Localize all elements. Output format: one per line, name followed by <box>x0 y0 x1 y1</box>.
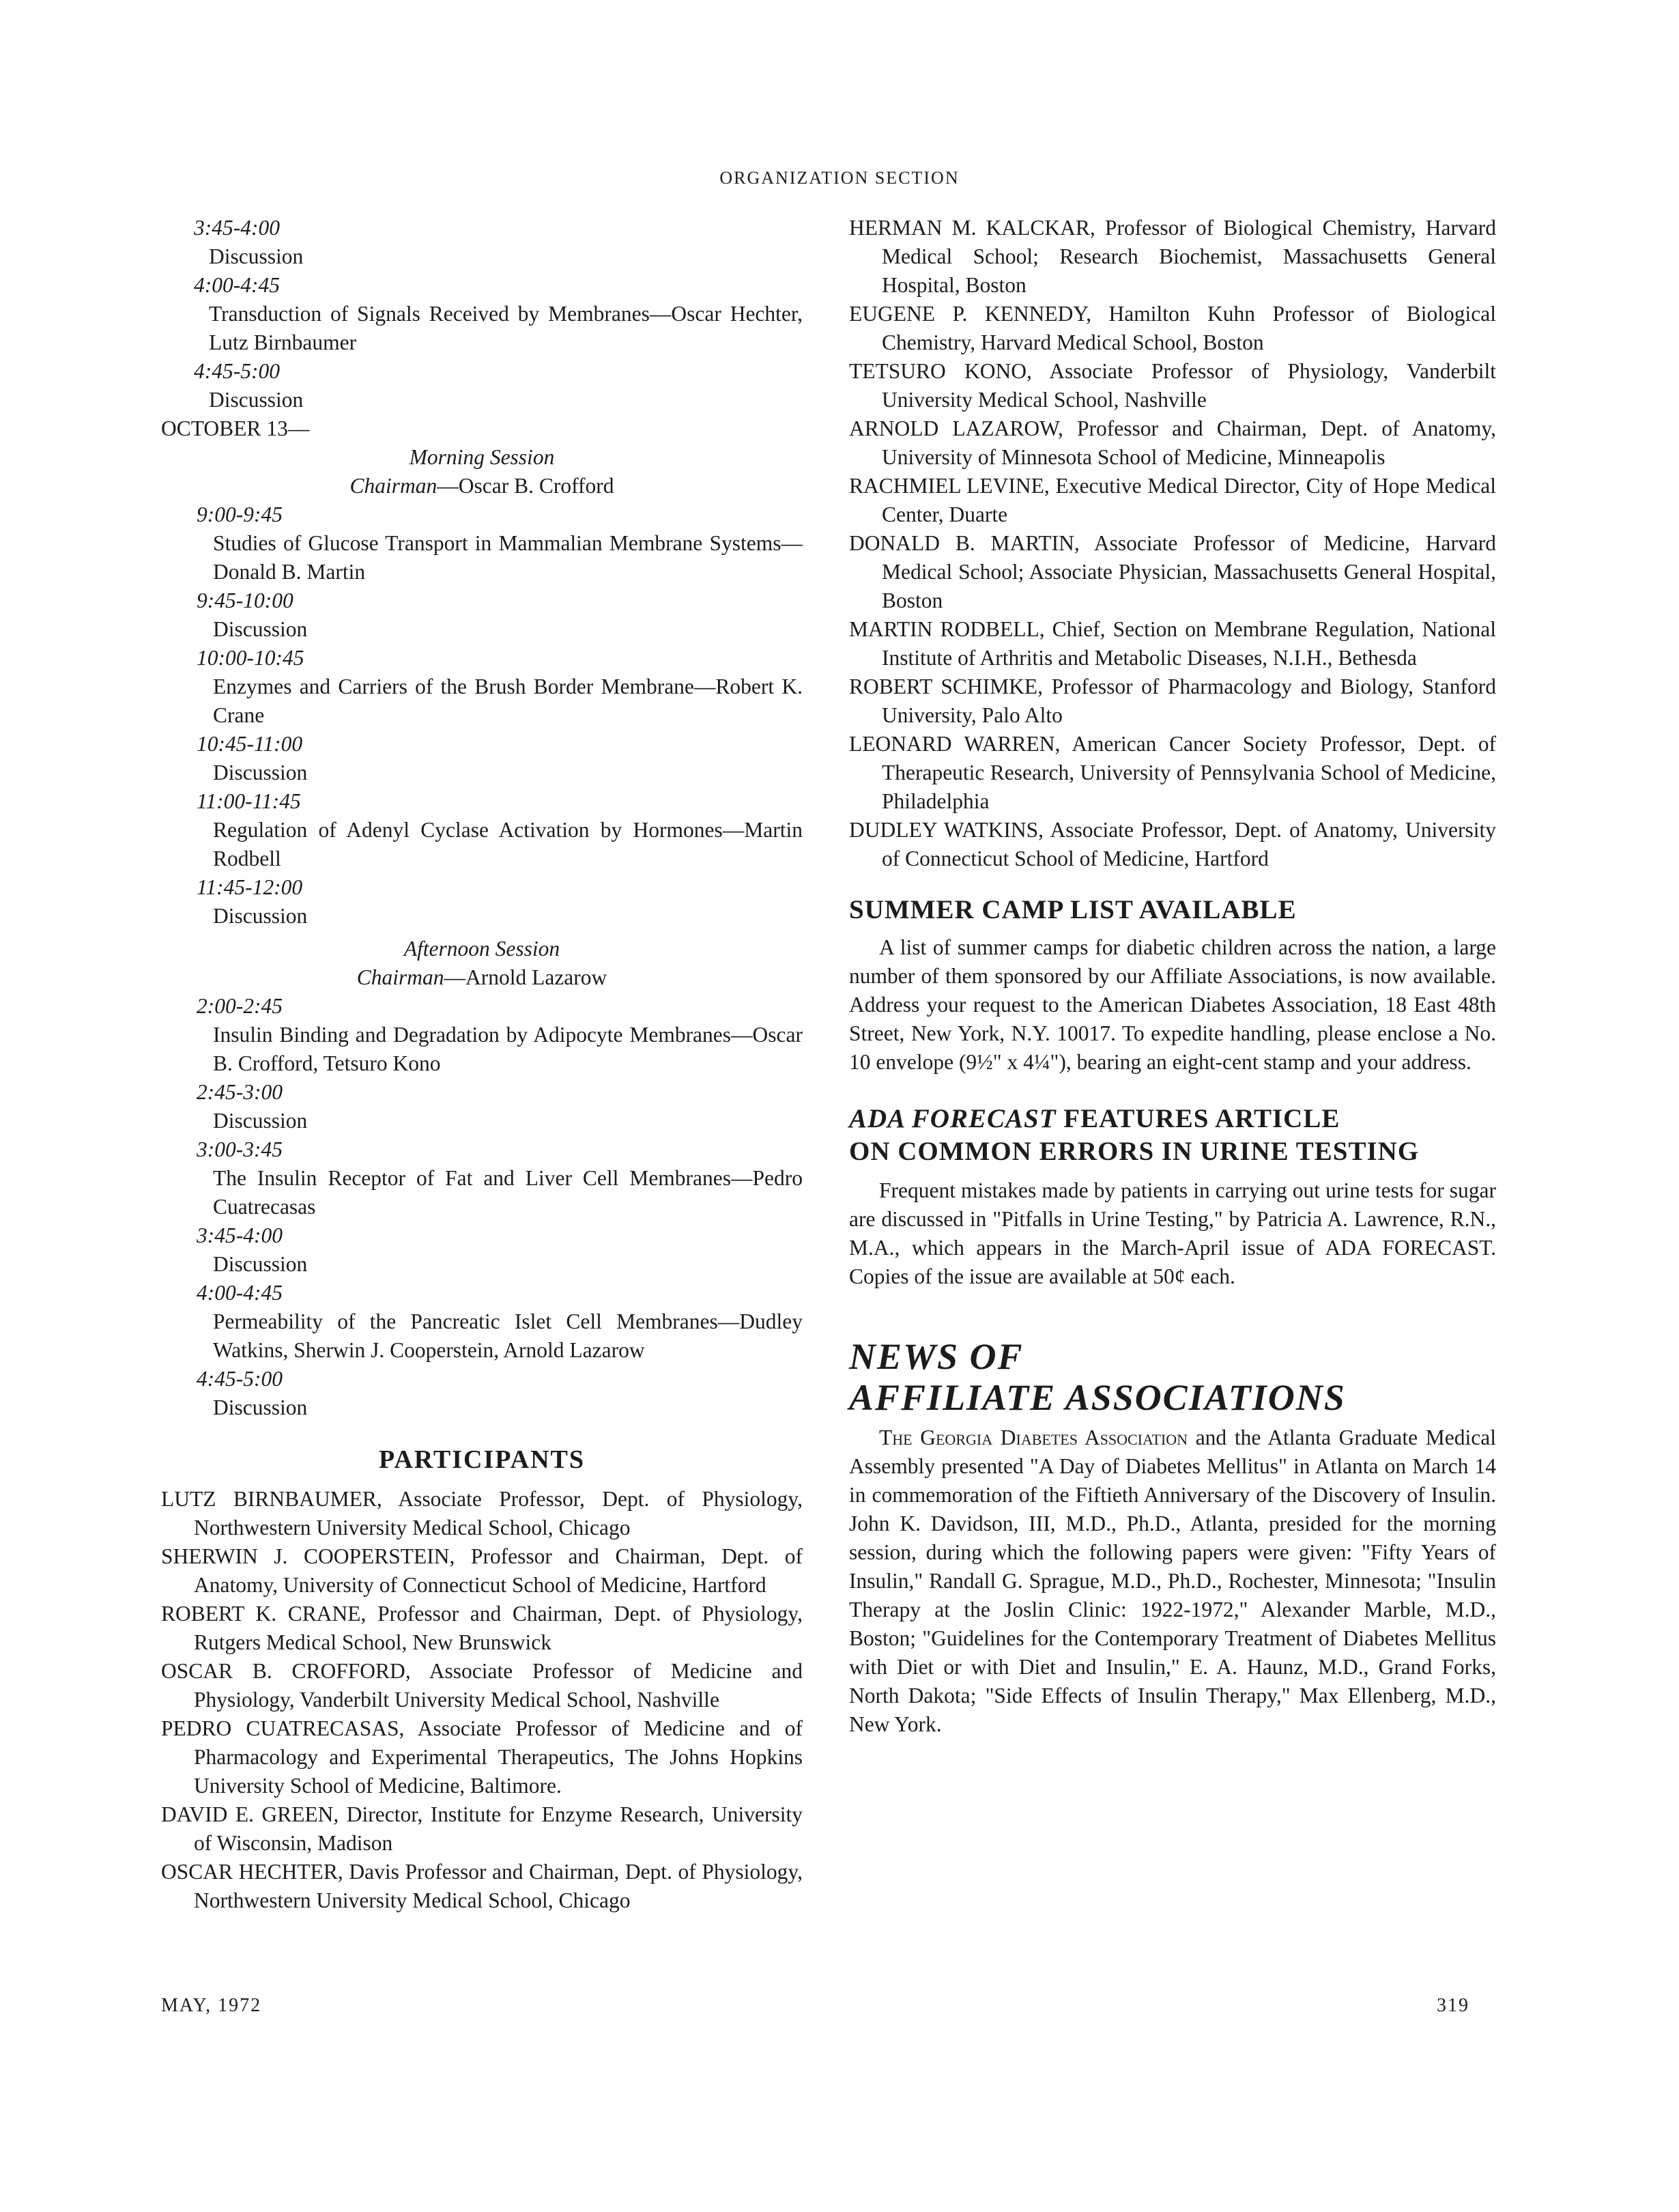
session-time: 11:45-12:00 <box>197 875 303 899</box>
participant-desc: , Hamilton Kuhn Professor of Biological Chemistry, Harvard Medical School, Boston <box>882 302 1496 354</box>
participant-name: SHERWIN J. COOPERSTEIN <box>161 1544 450 1568</box>
participant-desc: , American Cancer Society Professor, Dept. of Therapeutic Research, University of Pennsylvania School of Medicine, Philadelphia <box>882 732 1496 813</box>
participant-name: LEONARD WARREN <box>849 732 1055 756</box>
session-text: Discussion <box>213 1252 308 1276</box>
participant-name: EUGENE P. KENNEDY <box>849 302 1087 326</box>
session-text: Discussion <box>213 761 308 784</box>
participant-entry <box>161 1600 803 1657</box>
participant-desc: , Chief, Section on Membrane Regulation, National Institute of Arthritis and Metabolic Diseases, N.I.H., Bethesda <box>882 617 1496 670</box>
participant-desc: , Davis Professor and Chairman, Dept. of Physiology, Northwestern University Medical School, Chicago <box>194 1860 803 1912</box>
participant-name: MARTIN RODBELL <box>849 617 1039 641</box>
participant-entry <box>849 300 1496 357</box>
participant-entry <box>161 1542 803 1600</box>
chair-name: —Oscar B. Crofford <box>437 474 614 498</box>
participant-desc: , Associate Professor of Medicine and of Pharmacology and Experimental Therapeutics, The Johns Hopkins University School of Medicine, Baltimore. <box>194 1716 803 1798</box>
session-time: 3:45-4:00 <box>194 216 280 240</box>
session-text: Insulin Binding and Degradation by Adipocyte Membranes—Oscar B. Crofford, Tetsuro Kono <box>213 1023 803 1075</box>
morning-session <box>161 443 803 931</box>
session-time: 3:45-4:00 <box>197 1223 283 1247</box>
session-text: Transduction of Signals Received by Membranes—Oscar Hechter, Lutz Birnbaumer <box>209 302 803 354</box>
participant-desc: , Associate Professor, Dept. of Physiology, Northwestern University Medical School, Chicago <box>194 1487 803 1540</box>
footer-date: MAY, 1972 <box>161 1995 262 2016</box>
running-head: ORGANIZATION SECTION <box>719 168 960 188</box>
session-text: Enzymes and Carriers of the Brush Border Membrane—Robert K. Crane <box>213 675 803 727</box>
news-article <box>849 1336 1496 1739</box>
session-text: The Insulin Receptor of Fat and Liver Cell Membranes—Pedro Cuatrecasas <box>213 1166 803 1219</box>
participant-entry <box>849 730 1496 816</box>
article-body <box>849 1423 1496 1739</box>
session-chair <box>161 963 803 992</box>
participant-entry <box>161 1714 803 1800</box>
participant-desc: , Associate Professor of Physiology, Vanderbilt University Medical School, Nashville <box>882 359 1496 412</box>
participant-desc: , Professor of Biological Chemistry, Harvard Medical School; Research Biochemist, Massachusetts General Hospital, Boston <box>882 216 1496 297</box>
participant-entry <box>849 472 1496 529</box>
participant-name: ARNOLD LAZAROW <box>849 416 1058 440</box>
session-time: 4:45-5:00 <box>194 359 280 383</box>
participants-list <box>161 1485 803 1915</box>
session-chair <box>161 472 803 500</box>
session-text: Discussion <box>213 617 308 641</box>
session-time: 2:45-3:00 <box>197 1080 283 1104</box>
chair-name: —Arnold Lazarow <box>444 965 607 989</box>
left-column <box>161 214 803 1915</box>
participant-name: OSCAR B. CROFFORD <box>161 1659 405 1683</box>
session-time: 10:00-10:45 <box>197 646 304 670</box>
participant-entry <box>849 214 1496 300</box>
participant-entry <box>849 615 1496 672</box>
afternoon-session <box>161 935 803 1422</box>
participant-desc: , Associate Professor of Medicine and Physiology, Vanderbilt University Medical School, Nashville <box>194 1659 803 1712</box>
session-title: Morning Session <box>409 445 555 469</box>
participant-entry <box>849 816 1496 873</box>
participant-desc: , Professor of Pharmacology and Biology, Stanford University, Palo Alto <box>882 675 1496 727</box>
session-time: 9:45-10:00 <box>197 589 293 612</box>
summer-camp-article <box>849 894 1496 1077</box>
session-time: 11:00-11:45 <box>197 789 301 813</box>
participant-name: DONALD B. MARTIN <box>849 531 1074 555</box>
chair-label: Chairman <box>356 965 444 989</box>
participant-entry <box>161 1657 803 1714</box>
session-title: Afternoon Session <box>403 937 560 961</box>
session-text: Permeability of the Pancreatic Islet Cell Membranes—Dudley Watkins, Sherwin J. Cooperstein, Arnold Lazarow <box>213 1309 803 1362</box>
participant-desc: , Director, Institute for Enzyme Research, University of Wisconsin, Madison <box>194 1802 803 1855</box>
forecast-article <box>849 1103 1496 1291</box>
session-text: Discussion <box>209 388 304 412</box>
participant-entry <box>849 672 1496 730</box>
news-heading-line1: NEWS OF <box>849 1336 1024 1377</box>
article-body: Frequent mistakes made by patients in carrying out urine tests for sugar are discussed in "Pitfalls in Urine Testing," by Patricia A. Lawrence, R.N., M.A., which appears in the March-April issue of ADA FORECAST. Copies of the issue are available at 50¢ each. <box>849 1178 1496 1288</box>
organization-name: The Georgia Diabetes Association <box>879 1426 1188 1449</box>
article-body: A list of summer camps for diabetic children across the nation, a large number of them sponsored by our Affiliate Associations, is now available. Address your request to the American Diabetes Association, 18 East 48th Street, New York, N.Y. 10017. To expedite handling, please enclose a No. 10 envelope (9½" x 4¼"), bearing an eight-cent stamp and your address. <box>849 935 1496 1074</box>
heading-rest: FEATURES ARTICLE <box>1056 1104 1340 1133</box>
page-number: 319 <box>1437 1995 1469 2016</box>
participant-desc: , Associate Professor, Dept. of Anatomy, University of Connecticut School of Medicine, Hartford <box>882 818 1496 870</box>
participant-name: TETSURO KONO <box>849 359 1027 383</box>
session-text: Discussion <box>213 904 308 928</box>
participant-name: ROBERT SCHIMKE <box>849 675 1038 698</box>
session-text: Discussion <box>213 1109 308 1133</box>
session-time: 4:45-5:00 <box>197 1367 283 1391</box>
participant-desc: , Professor and Chairman, Dept. of Physiology, Rutgers Medical School, New Brunswick <box>194 1602 803 1654</box>
participant-desc: , Associate Professor of Medicine, Harvard Medical School; Associate Physician, Massachusetts General Hospital, Boston <box>882 531 1496 612</box>
participant-name: DUDLEY WATKINS <box>849 818 1039 842</box>
participant-entry <box>849 414 1496 472</box>
session-time: 4:00-4:45 <box>197 1281 283 1305</box>
participant-name: RACHMIEL LEVINE <box>849 474 1044 498</box>
session-time: 2:00-2:45 <box>197 994 283 1018</box>
participant-entry <box>161 1800 803 1858</box>
chair-label: Chairman <box>349 474 437 498</box>
participant-desc: , Executive Medical Director, City of Hope Medical Center, Duarte <box>882 474 1497 526</box>
participant-entry <box>849 357 1496 414</box>
participant-entry <box>161 1858 803 1915</box>
participant-name: DAVID E. GREEN <box>161 1802 334 1826</box>
session-time: 4:00-4:45 <box>194 273 280 297</box>
program-oct12-tail <box>161 214 803 414</box>
article-body-text: and the Atlanta Graduate Medical Assembly presented "A Day of Diabetes Mellitus" in Atlanta on March 14 in commemoration of the Fiftieth Anniversary of the Discovery of Insulin. John K. Davidson, III, M.D., Ph.D., Atlanta, presided for the morning session, during which the following papers were given: "Fifty Years of Insulin," Randall G. Sprague, M.D., Ph.D., Rochester, Minnesota; "Insulin Therapy at the Joslin Clinic: 1922-1972," Alexander Marble, M.D., Boston; "Guidelines for the Contemporary Treatment of Diabetes Mellitus with Diet or with Diet and Insulin," E. A. Haunz, M.D., Grand Forks, North Dakota; "Side Effects of Insulin Therapy," Max Ellenberg, M.D., New York. <box>849 1426 1496 1736</box>
session-text: Discussion <box>209 244 304 268</box>
participants-list-continued <box>849 214 1496 873</box>
heading-italic-part: ADA FORECAST <box>849 1104 1057 1133</box>
news-heading-line2: AFFILIATE ASSOCIATIONS <box>849 1377 1346 1418</box>
participant-name: OSCAR HECHTER <box>161 1860 338 1884</box>
article-heading-line2: ON COMMON ERRORS IN URINE TESTING <box>849 1137 1420 1166</box>
article-heading <box>849 1103 1496 1135</box>
session-time: 10:45-11:00 <box>197 732 303 756</box>
participant-name: LUTZ BIRNBAUMER <box>161 1487 377 1511</box>
session-text: Discussion <box>213 1395 308 1419</box>
right-column <box>849 214 1496 1739</box>
session-time: 3:00-3:45 <box>197 1137 283 1161</box>
date-heading: OCTOBER 13— <box>161 416 310 440</box>
participant-name: ROBERT K. CRANE <box>161 1602 361 1626</box>
session-text: Regulation of Adenyl Cyclase Activation by Hormones—Martin Rodbell <box>213 818 803 870</box>
participant-desc: , Professor and Chairman, Dept. of Anatomy, University of Connecticut School of Medicine, Hartford <box>194 1544 803 1597</box>
participant-desc: , Professor and Chairman, Dept. of Anatomy, University of Minnesota School of Medicine, Minneapolis <box>882 416 1496 469</box>
session-text: Studies of Glucose Transport in Mammalian Membrane Systems—Donald B. Martin <box>213 531 803 584</box>
participants-heading: PARTICIPANTS <box>378 1445 586 1474</box>
session-time: 9:00-9:45 <box>197 502 283 526</box>
participant-entry <box>161 1485 803 1542</box>
article-heading: SUMMER CAMP LIST AVAILABLE <box>849 895 1297 924</box>
participant-name: HERMAN M. KALCKAR <box>849 216 1090 240</box>
participant-name: PEDRO CUATRECASAS <box>161 1716 399 1740</box>
participant-entry <box>849 529 1496 615</box>
